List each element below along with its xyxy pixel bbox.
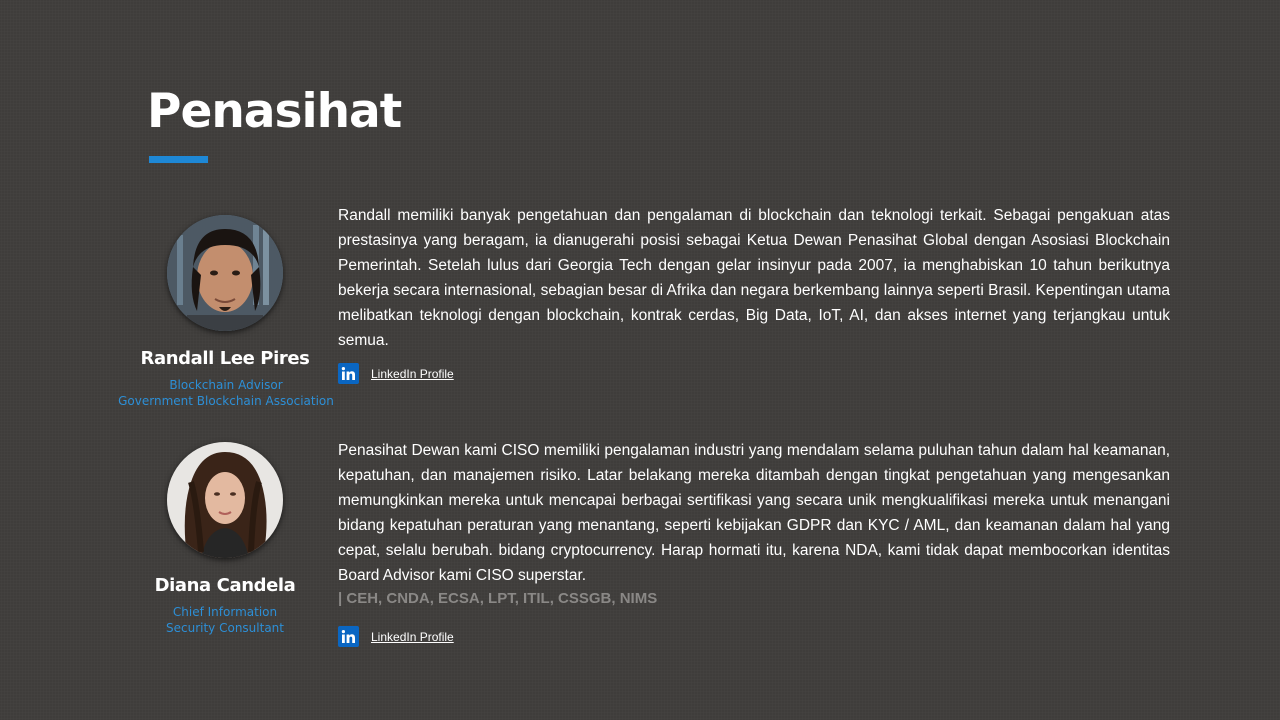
advisor-name: Diana Candela (154, 575, 296, 596)
role-line: Security Consultant (166, 621, 284, 635)
certifications: | CEH, CNDA, ECSA, LPT, ITIL, CSSGB, NIMS (338, 590, 658, 607)
role-line: Government Blockchain Association (118, 394, 334, 408)
advisor-role (105, 604, 345, 636)
linkedin-icon[interactable] (338, 626, 359, 647)
page-title: Penasihat (147, 84, 402, 139)
linkedin-link-row[interactable] (338, 363, 454, 384)
avatar-photo-female (167, 442, 283, 558)
role-line: Chief Information (172, 605, 278, 619)
avatar (167, 442, 283, 558)
role-line: Blockchain Advisor (169, 378, 283, 392)
linkedin-link-row[interactable] (338, 626, 454, 647)
linkedin-icon[interactable] (338, 363, 359, 384)
linkedin-profile-link[interactable]: LinkedIn Profile (371, 629, 454, 644)
advisor-bio: Penasihat Dewan kami CISO memiliki pengalaman industri yang mendalam selama puluhan tahun dalam hal keamanan, kepatuhan, dan manajemen risiko. Latar belakang mereka ditambah dengan tingkat pengetahuan yang mengesankan memungkinkan mereka untuk mencapai berbagai sertifikasi yang secara unik mengkualifikasi mereka untuk menangani bidang kepatuhan peraturan yang menantang, seperti kebijakan GDPR dan KYC / AML, dan keamanan dalam hal yang cepat, selalu berubah. bidang cryptocurrency. Harap hormati itu, karena NDA, kami tidak dapat membocorkan identitas Board Advisor kami CISO superstar. (338, 442, 1170, 584)
linkedin-profile-link[interactable]: LinkedIn Profile (371, 366, 454, 381)
title-underline (149, 156, 208, 163)
avatar (167, 215, 283, 331)
advisor-role (106, 377, 346, 409)
avatar-photo-male (167, 215, 283, 331)
advisor-bio: Randall memiliki banyak pengetahuan dan pengalaman di blockchain dan teknologi terkait. Sebagai pengakuan atas prestasinya yang beragam, ia dianugerahi posisi sebagai Ketua Dewan Penasihat Global dengan Asosiasi Blockchain Pemerintah. Setelah lulus dari Georgia Tech dengan gelar insinyur pada 2007, ia menghabiskan 10 tahun berikutnya bekerja secara internasional, sebagian besar di Afrika dan negara berkembang lainnya seperti Brasil. Kepentingan utama melibatkan teknologi dengan blockchain, kontrak cerdas, Big Data, IoT, AI, dan akses internet yang terjangkau untuk semua. (338, 207, 1170, 349)
advisor-name: Randall Lee Pires (140, 348, 310, 369)
